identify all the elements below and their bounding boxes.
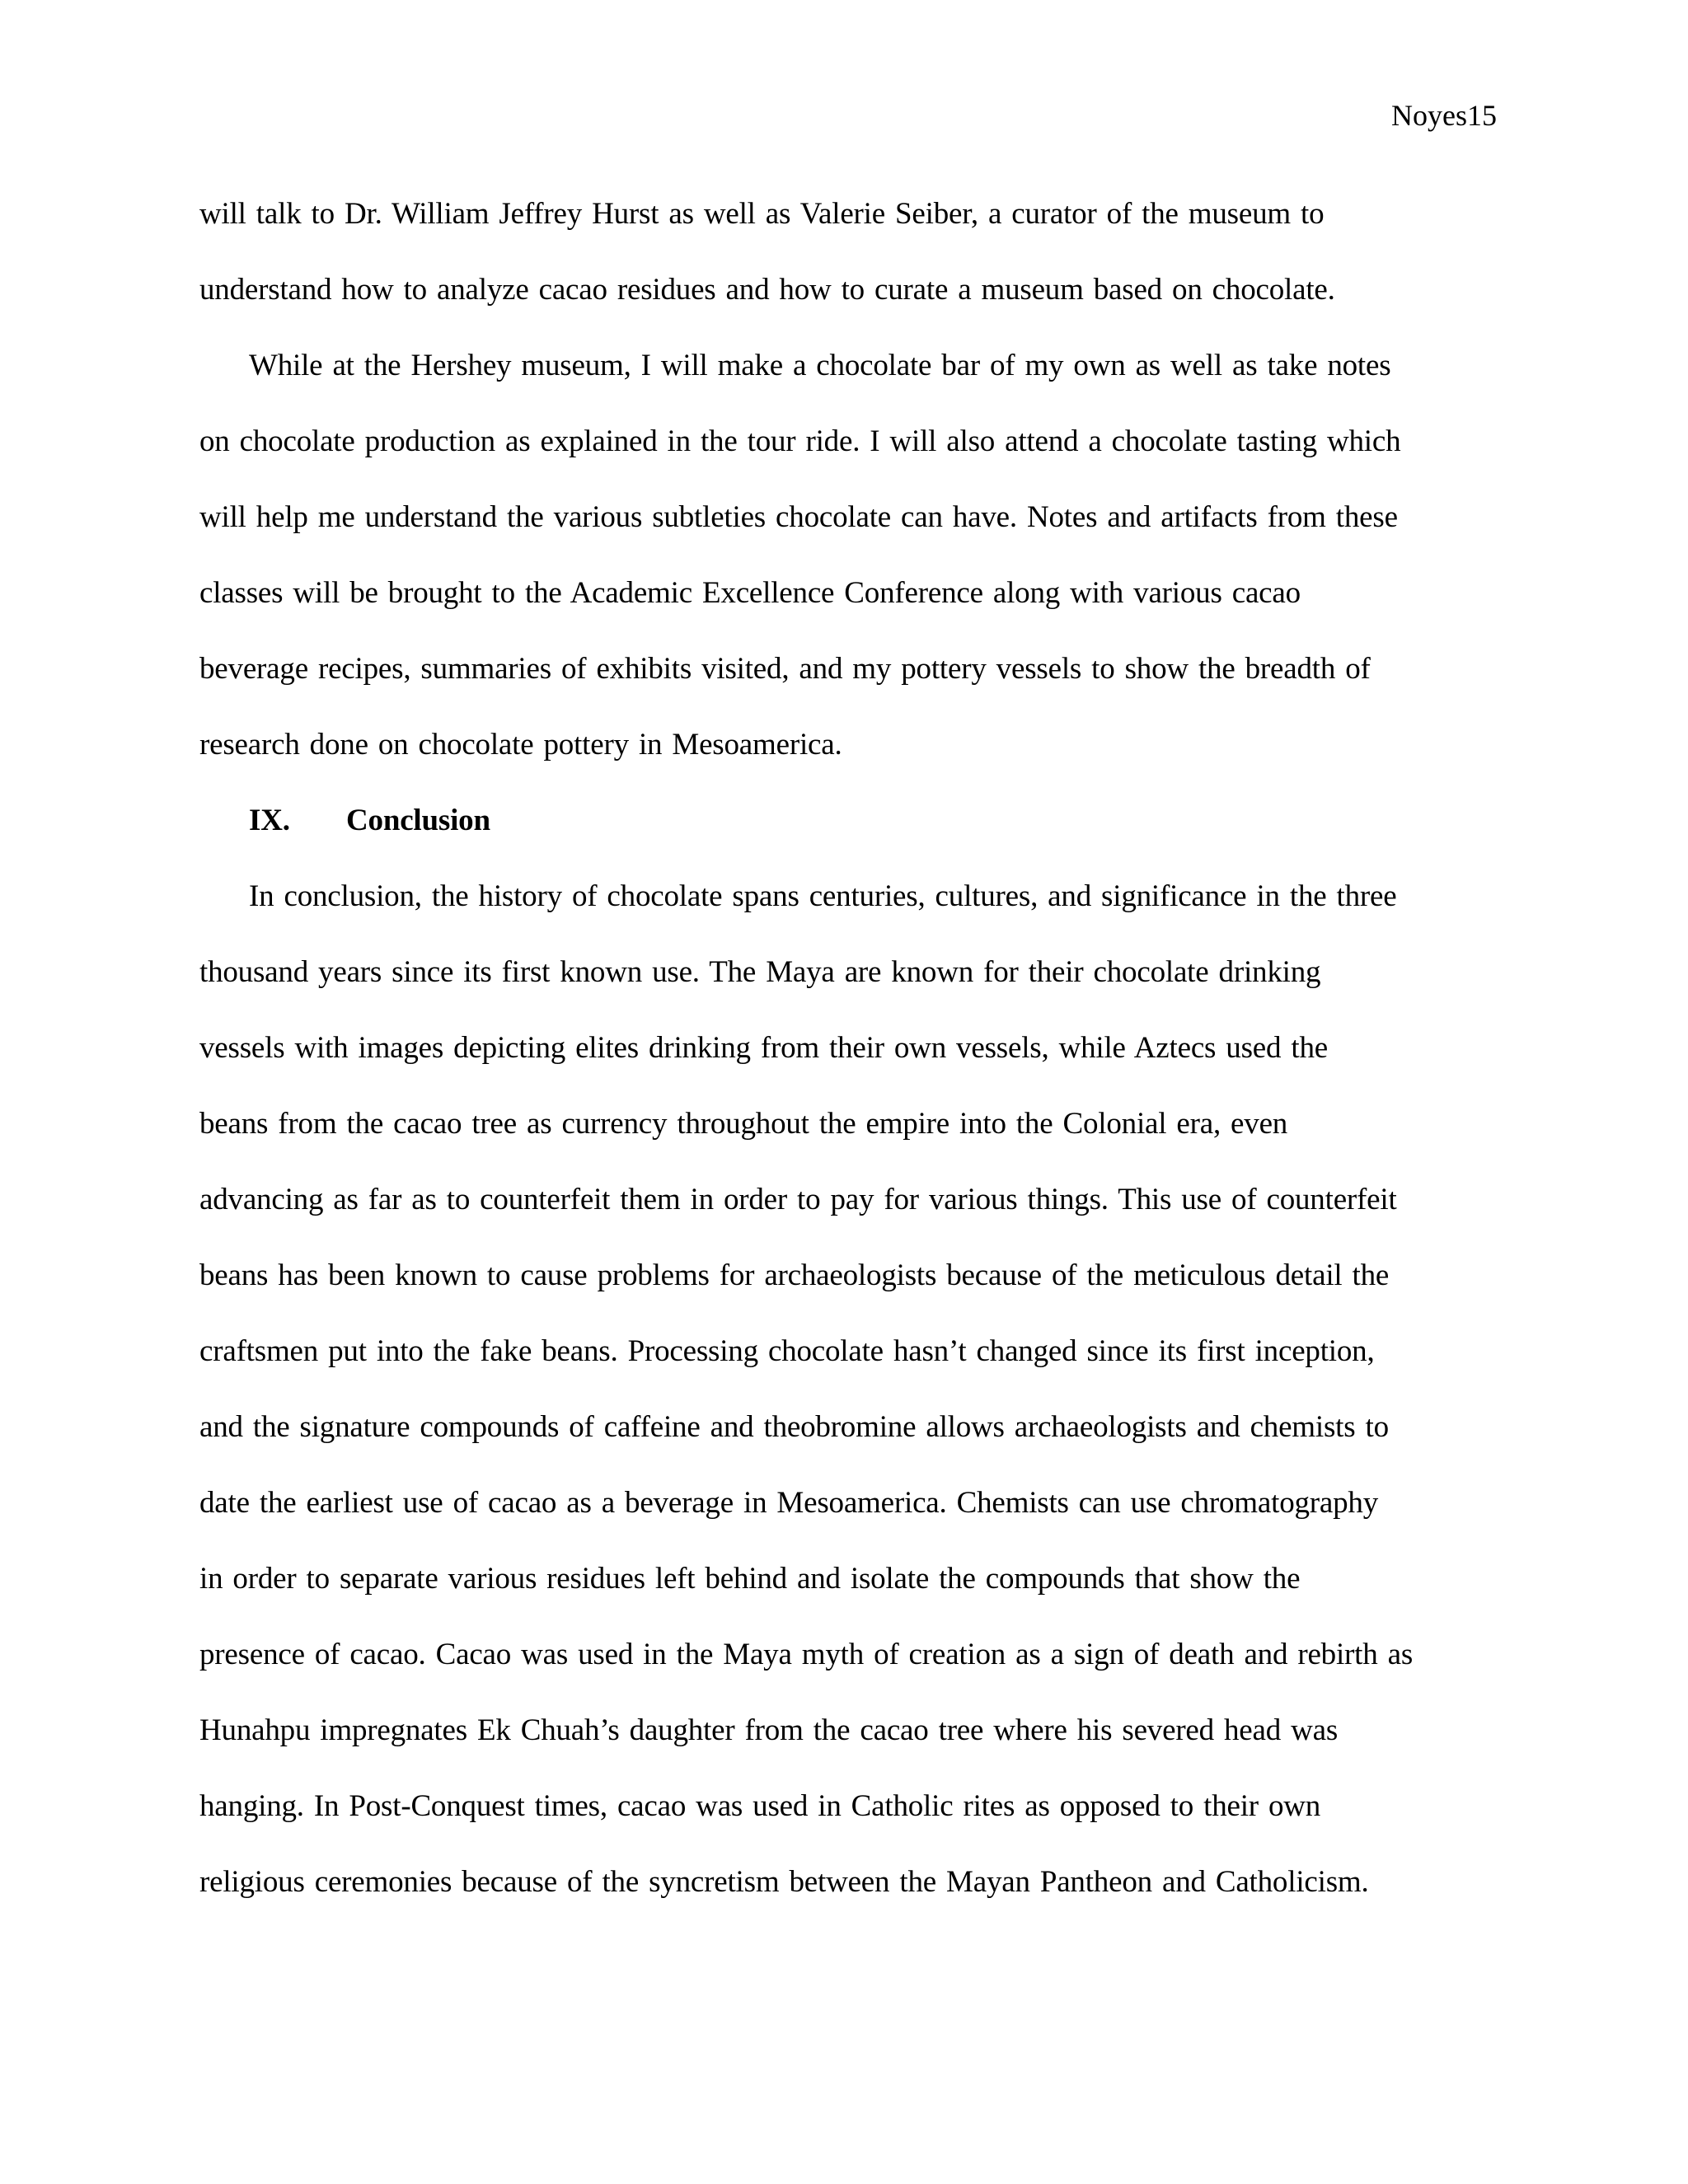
text-line: on chocolate production as explained in the tour ride. I will also attend a chocolate tasting which: [199, 424, 1401, 458]
text-line: vessels with images depicting elites drinking from their own vessels, while Aztecs used the: [199, 1031, 1328, 1065]
text-line: understand how to analyze cacao residues and how to curate a museum based on chocolate.: [199, 273, 1335, 307]
text-line: classes will be brought to the Academic Excellence Conference along with various cacao: [199, 576, 1301, 610]
paragraph-first-line: In conclusion, the history of chocolate spans centuries, cultures, and significance in the three: [249, 879, 1397, 913]
text-line: Hunahpu impregnates Ek Chuah’s daughter from the cacao tree where his severed head was: [199, 1713, 1339, 1747]
text-line: beans from the cacao tree as currency throughout the empire into the Colonial era, even: [199, 1107, 1288, 1141]
text-line: and the signature compounds of caffeine and theobromine allows archaeologists and chemists to: [199, 1410, 1389, 1444]
text-line: beverage recipes, summaries of exhibits visited, and my pottery vessels to show the breadth of: [199, 652, 1371, 686]
text-line: advancing as far as to counterfeit them in order to pay for various things. This use of counterfeit: [199, 1183, 1397, 1216]
text-line: religious ceremonies because of the syncretism between the Mayan Pantheon and Catholicism.: [199, 1865, 1369, 1899]
text-line: will help me understand the various subtleties chocolate can have. Notes and artifacts from these: [199, 500, 1398, 534]
body-text: [199, 194, 1485, 1938]
text-line: date the earliest use of cacao as a beverage in Mesoamerica. Chemists can use chromatography: [199, 1486, 1379, 1520]
section-number: IX.: [249, 804, 290, 837]
text-line: craftsmen put into the fake beans. Processing chocolate hasn’t changed since its first inception,: [199, 1334, 1375, 1368]
section-heading: [199, 801, 1485, 877]
text-line: research done on chocolate pottery in Mesoamerica.: [199, 728, 842, 762]
text-line: presence of cacao. Cacao was used in the Maya myth of creation as a sign of death and rebirth as: [199, 1638, 1414, 1671]
text-line: thousand years since its first known use. The Maya are known for their chocolate drinking: [199, 955, 1321, 989]
section-title: Conclusion: [346, 804, 490, 837]
text-line: hanging. In Post-Conquest times, cacao was used in Catholic rites as opposed to their own: [199, 1789, 1321, 1823]
paragraph-first-line: While at the Hershey museum, I will make a chocolate bar of my own as well as take notes: [249, 349, 1391, 382]
running-head-page-number: Noyes15: [1391, 99, 1497, 132]
text-line: will talk to Dr. William Jeffrey Hurst as well as Valerie Seiber, a curator of the museum to: [199, 197, 1325, 231]
text-line: in order to separate various residues left behind and isolate the compounds that show the: [199, 1562, 1301, 1596]
text-line: beans has been known to cause problems for archaeologists because of the meticulous detail the: [199, 1258, 1390, 1292]
